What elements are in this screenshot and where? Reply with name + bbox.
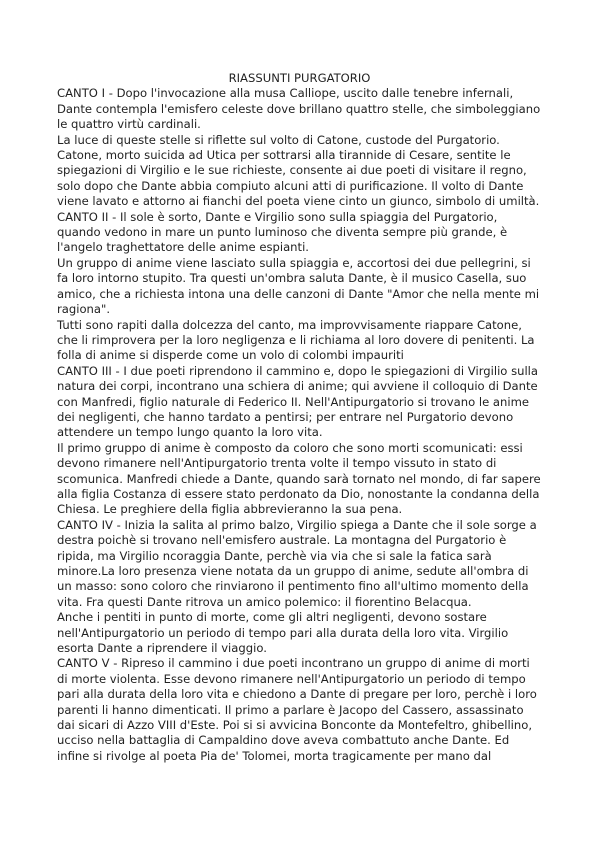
paragraph-catone: La luce di queste stelle si riflette sul volto di Catone, custode del Purgatorio. Catone, morto suicida ad Utica per sottrarsi alla tirannide di Cesare, sentite le spiegazioni di Virgilio e le sue richieste, consente ai due poeti di visitare il regno, solo dopo che Dante abbia compiuto alcuni atti di purificazione. Il volto di Dante viene lavato e attorno ai fianchi del poeta viene cinto un giunco, simbolo di umiltà. xyxy=(57,132,540,209)
paragraph-scomunicati: Il primo gruppo di anime è composto da coloro che sono morti scomunicati: essi devono rimanere nell'Antipurgatorio trenta volte il tempo vissuto in stato di scomunica. Manfredi chiede a Dante, quando sarà tornato nel mondo, di far sapere alla figlia Costanza di essere stato perdonato da Dio, nonostante la condanna della Chiesa. Le preghiere della figlia abbrevieranno la sua pena. xyxy=(57,440,541,517)
paragraph-catone-rebuke: Tutti sono rapiti dalla dolcezza del canto, ma improvvisamente riappare Catone, che li rimprovera per la loro negligenza e li richiama al loro dovere di penitenti. La folla di anime si disperde come un volo di colombi impauriti xyxy=(57,317,535,363)
paragraph-canto-2-intro: CANTO II - Il sole è sorto, Dante e Virgilio sono sulla spiaggia del Purgatorio, quando vedono in mare un punto luminoso che diventa sempre più grande, è l'angelo traghettatore delle anime espianti. xyxy=(57,209,508,255)
document-page xyxy=(57,71,542,764)
paragraph-pentiti: Anche i pentiti in punto di morte, come gli altri negligenti, devono sostare nell'Antipurgatorio un periodo di tempo pari alla durata della loro vita. Virgilio esorta Dante a riprendere il viaggio. xyxy=(57,610,509,656)
paragraph-canto-5-intro: CANTO V - Ripreso il cammino i due poeti incontrano un gruppo di anime di morti di morte violenta. Esse devono rimanere nell'Antipurgatorio un periodo di tempo pari alla durata della loro vita e chiedono a Dante di pregare per loro, perchè i loro parenti li hanno dimenticati. Il primo a parlare è Jacopo del Cassero, assassinato dai sicari di Azzo VIII d'Este. Poi si si avvicina Bonconte da Montefeltro, ghibellino, ucciso nella battaglia di Campaldino dove aveva combattuto anche Dante. Ed infine si rivolge al poeta Pia de' Tolomei, morta tragicamente per mano dal xyxy=(57,656,537,763)
paragraph-casella: Un gruppo di anime viene lasciato sulla spiaggia e, accortosi dei due pellegrini, si fa loro intorno stupito. Tra questi un'ombra saluta Dante, è il musico Casella, suo amico, che a richiesta intona una delle canzoni di Dante "Amor che nella mente mi ragiona". xyxy=(57,255,540,317)
paragraph-canto-4-intro: CANTO IV - Inizia la salita al primo balzo, Virgilio spiega a Dante che il sole sorge a destra poichè si trovano nell'emisfero australe. La montagna del Purgatorio è ripida, ma Virgilio ncoraggia Dante, perchè via via che si sale la fatica sarà minore.La loro presenza viene notata da un gruppo di anime, sedute all'ombra di un masso: sono coloro che rinviarono il pentimento fino all'ultimo momento della vita. Fra questi Dante ritrova un amico polemico: il fiorentino Belacqua. xyxy=(57,517,537,609)
paragraph-canto-3-intro: CANTO III - I due poeti riprendono il cammino e, dopo le spiegazioni di Virgilio sulla natura dei corpi, incontrano una schiera di anime; qui avviene il colloquio di Dante con Manfredi, figlio naturale di Federico II. Nell'Antipurgatorio si trovano le anime dei negligenti, che hanno tardato a pentirsi; per entrare nel Purgatorio devono attendere un tempo lungo quanto la loro vita. xyxy=(57,363,538,440)
document-title: RIASSUNTI PURGATORIO xyxy=(228,71,371,85)
paragraph-canto-1-intro: CANTO I - Dopo l'invocazione alla musa Calliope, uscito dalle tenebre infernali, Dante contempla l'emisfero celeste dove brillano quattro stelle, che simboleggiano le quattro virtù cardinali. xyxy=(57,86,541,132)
